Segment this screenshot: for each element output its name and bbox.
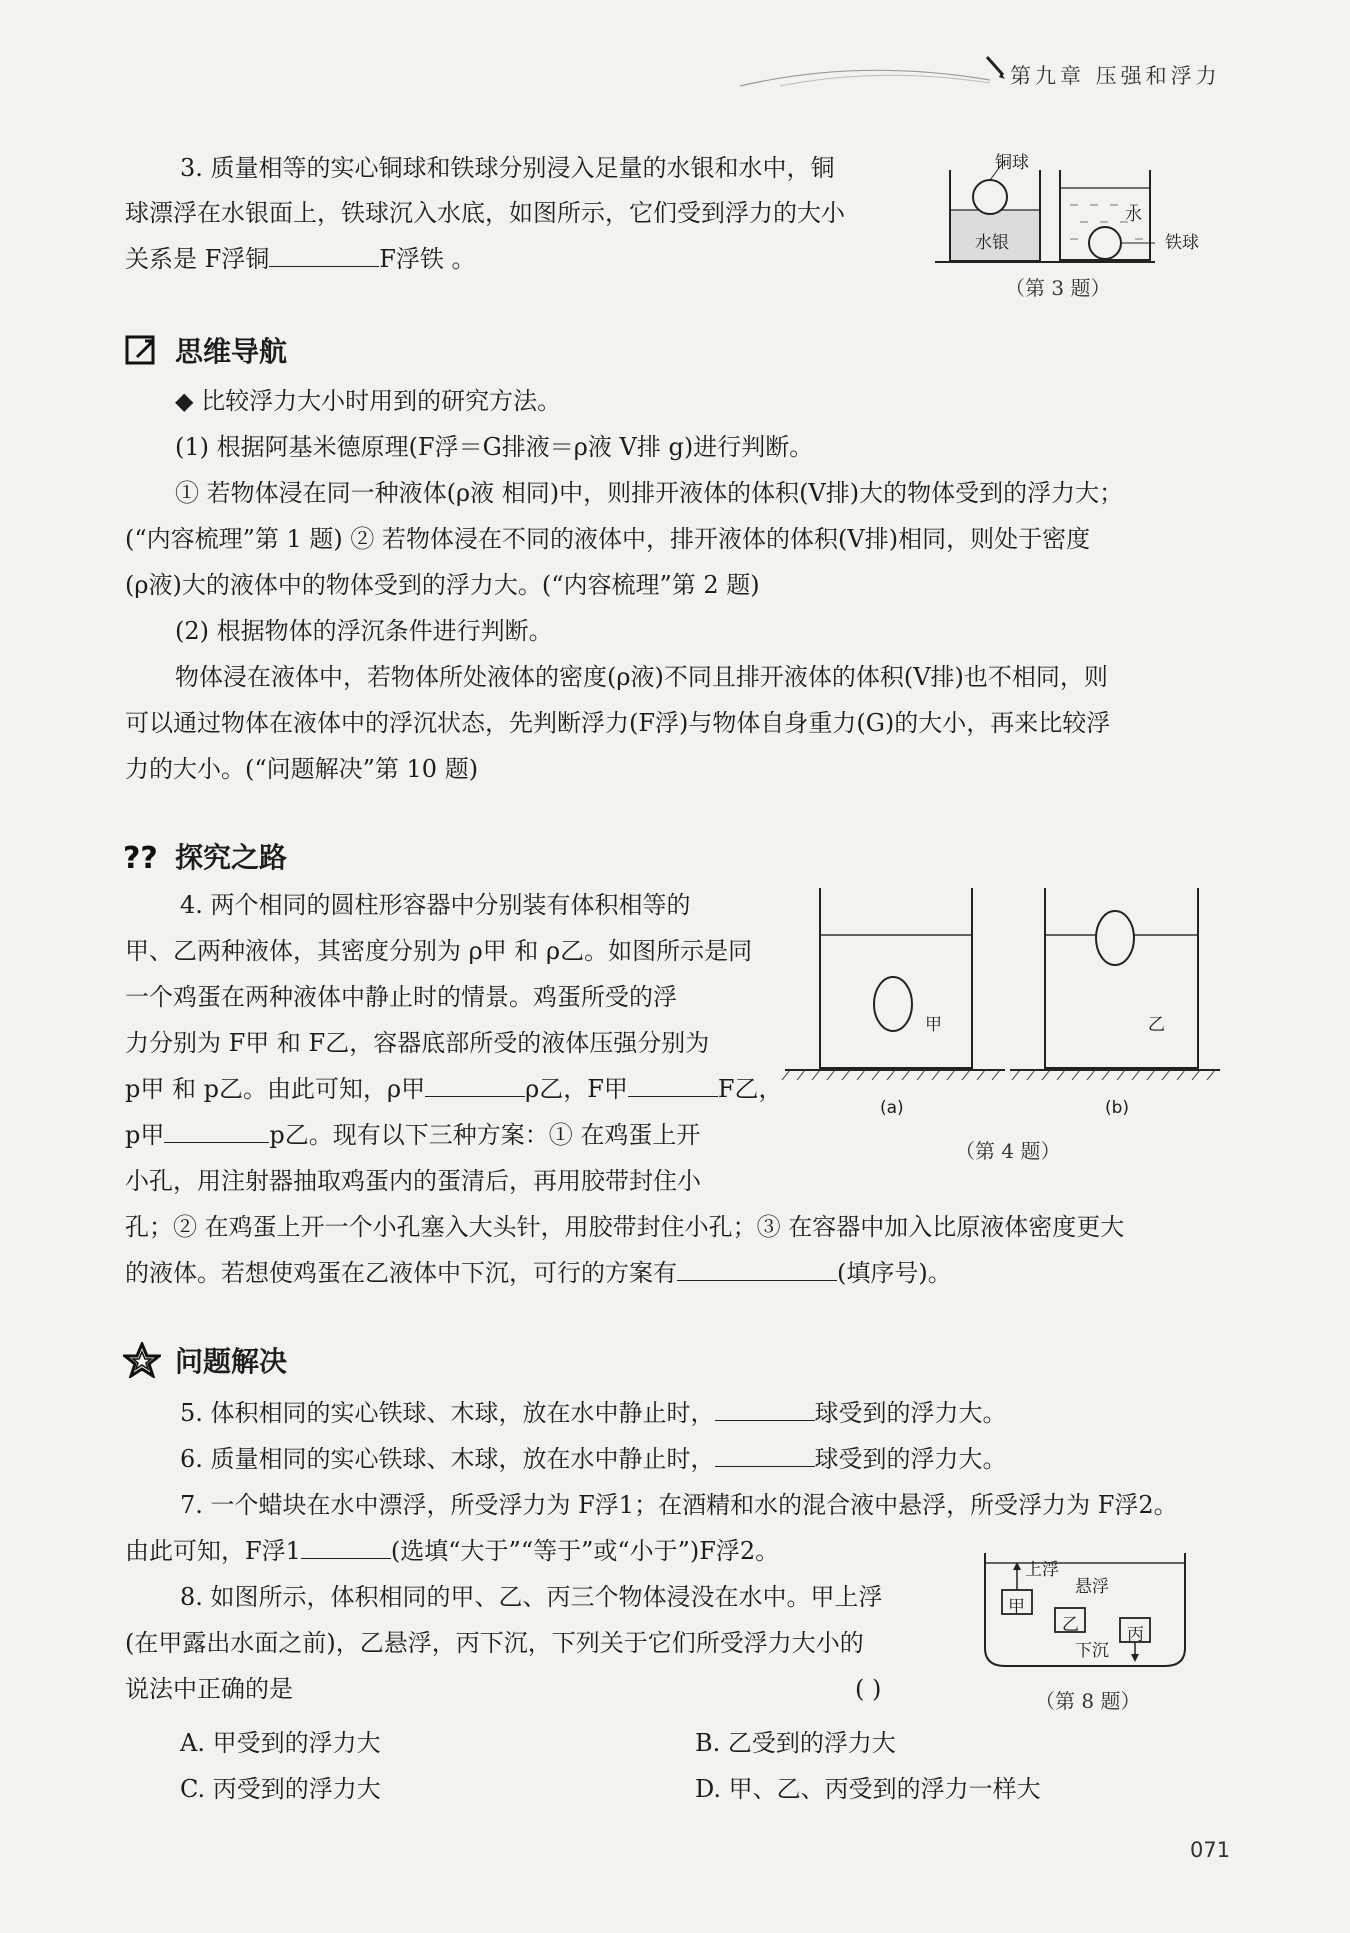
nav-line2: (1) 根据阿基米德原理(F浮＝G排液＝ρ液 V排 g)进行判断。 [175,433,814,461]
q7-line2: 由此可知，F浮1 (选填“大于”“等于”或“小于”)F浮2。 [125,1528,779,1574]
q4-line8: 孔；② 在鸡蛋上开一个小孔塞入大头针，用胶带封住小孔；③ 在容器中加入比原液体密度更大 [125,1213,1125,1241]
q8-line3: 说法中正确的是 [125,1675,293,1703]
q4-line6: p甲 p乙。现有以下三种方案：① 在鸡蛋上开 [125,1112,700,1158]
q4-line4: 力分别为 F甲 和 F乙，容器底部所受的液体压强分别为 [125,1029,710,1057]
q6-blank[interactable] [715,1440,815,1467]
q4-line9: 的液体。若想使鸡蛋在乙液体中下沉，可行的方案有 (填序号)。 [125,1250,952,1296]
nav-line4: (“内容梳理”第 1 题) ② 若物体浸在不同的液体中，排开液体的体积(V排)相同，则处于密度 [125,525,1091,553]
label-object-jia: 甲 [1008,1597,1025,1617]
label-suspend: 悬浮 [1075,1577,1109,1597]
label-mercury: 水银 [975,233,1009,253]
pen-icon [985,55,1007,81]
q4-line3: 一个鸡蛋在两种液体中静止时的情景。鸡蛋所受的浮 [125,983,677,1011]
q4-line2: 甲、乙两种液体，其密度分别为 ρ甲 和 ρ乙。如图所示是同 [125,937,753,965]
q8-caption: （第 8 题） [1035,1689,1141,1713]
q8-line1: 8. 如图所示，体积相同的甲、乙、丙三个物体浸没在水中。甲上浮 [180,1583,883,1611]
q4-blank-plan[interactable] [677,1254,837,1281]
q4-line5: p甲 和 p乙。由此可知，ρ甲 ρ乙，F甲 F乙， [125,1066,783,1112]
q3-line1: 3. 质量相等的实心铜球和铁球分别浸入足量的水银和水中，铜 [180,154,835,182]
label-copper-ball: 铜球 [995,153,1029,173]
q4-line7: 小孔，用注射器抽取鸡蛋内的蛋清后，再用胶带封住小 [125,1167,701,1195]
q8-line2: (在甲露出水面之前)，乙悬浮，丙下沉，下列关于它们所受浮力大小的 [125,1629,864,1657]
label-liquid-jia: 甲 [925,1015,942,1035]
q3-line2: 球漂浮在水银面上，铁球沉入水底，如图所示，它们受到浮力的大小 [125,199,845,227]
q4-blank-pressure[interactable] [164,1116,269,1143]
q3-body [125,190,845,282]
label-liquid-yi: 乙 [1148,1015,1165,1035]
nav-line5: (ρ液)大的液体中的物体受到的浮力大。(“内容梳理”第 2 题) [125,571,760,599]
label-fig-b: (b) [1105,1098,1130,1118]
star-icon [123,1342,161,1378]
q3-text [180,145,835,191]
label-rise: 上浮 [1025,1560,1059,1580]
q3-answer-blank[interactable] [269,240,379,267]
label-iron-ball: 铁球 [1165,233,1199,253]
label-object-bing: 丙 [1127,1625,1144,1645]
page-number: 071 [1190,1838,1231,1862]
label-fig-a: (a) [880,1098,904,1118]
q4-caption: （第 4 题） [955,1139,1061,1163]
q4-line1: 4. 两个相同的圆柱形容器中分别装有体积相等的 [180,891,691,919]
section-title-solve: 问题解决 [175,1345,288,1378]
option-a[interactable]: A. 甲受到的浮力大 [180,1729,381,1757]
question-marks-icon [123,840,163,874]
chapter-header: 第九章 压强和浮力 [1010,64,1221,88]
nav-line6: (2) 根据物体的浮沉条件进行判断。 [175,617,553,645]
nav-line3: ① 若物体浸在同一种液体(ρ液 相同)中，则排开液体的体积(V排)大的物体受到的浮力大； [175,479,1124,507]
label-sink: 下沉 [1075,1641,1109,1661]
q7-line1: 7. 一个蜡块在水中漂浮，所受浮力为 F浮1；在酒精和水的混合液中悬浮，所受浮力为 F浮2。 [180,1491,1178,1519]
option-d[interactable]: D. 甲、乙、丙受到的浮力一样大 [695,1775,1041,1803]
svg-text:??: ?? [123,841,158,874]
q4-blank-density[interactable] [425,1070,525,1097]
nav-line1: ◆ 比较浮力大小时用到的研究方法。 [175,387,562,415]
option-c[interactable]: C. 丙受到的浮力大 [180,1775,381,1803]
header-swoosh [740,58,1000,88]
option-b[interactable]: B. 乙受到的浮力大 [695,1729,896,1757]
q5-line: 5. 体积相同的实心铁球、木球，放在水中静止时， 球受到的浮力大。 [180,1390,1007,1436]
q4-blank-force[interactable] [628,1070,718,1097]
label-water: 水 [1125,205,1142,225]
q6-line: 6. 质量相同的实心铁球、木球，放在水中静止时， 球受到的浮力大。 [180,1436,1007,1482]
q4-figure [780,880,1220,1090]
navigation-icon [125,335,159,369]
section-title-explore: 探究之路 [175,841,288,874]
label-object-yi: 乙 [1062,1615,1079,1635]
nav-line8: 可以通过物体在液体中的浮沉状态，先判断浮力(F浮)与物体自身重力(G)的大小，再来比较浮 [125,709,1111,737]
q8-answer-paren[interactable]: ( ) [855,1675,882,1703]
nav-line9: 力的大小。(“问题解决”第 10 题) [125,755,479,783]
nav-line7: 物体浸在液体中，若物体所处液体的密度(ρ液)不同且排开液体的体积(V排)也不相同，则 [175,663,1108,691]
q7-blank[interactable] [301,1532,391,1559]
section-title-navigation: 思维导航 [175,335,288,368]
q5-blank[interactable] [715,1394,815,1421]
q3-line3: 关系是 F浮铜 F浮铁 。 [125,236,845,282]
q3-caption: （第 3 题） [1005,276,1111,300]
